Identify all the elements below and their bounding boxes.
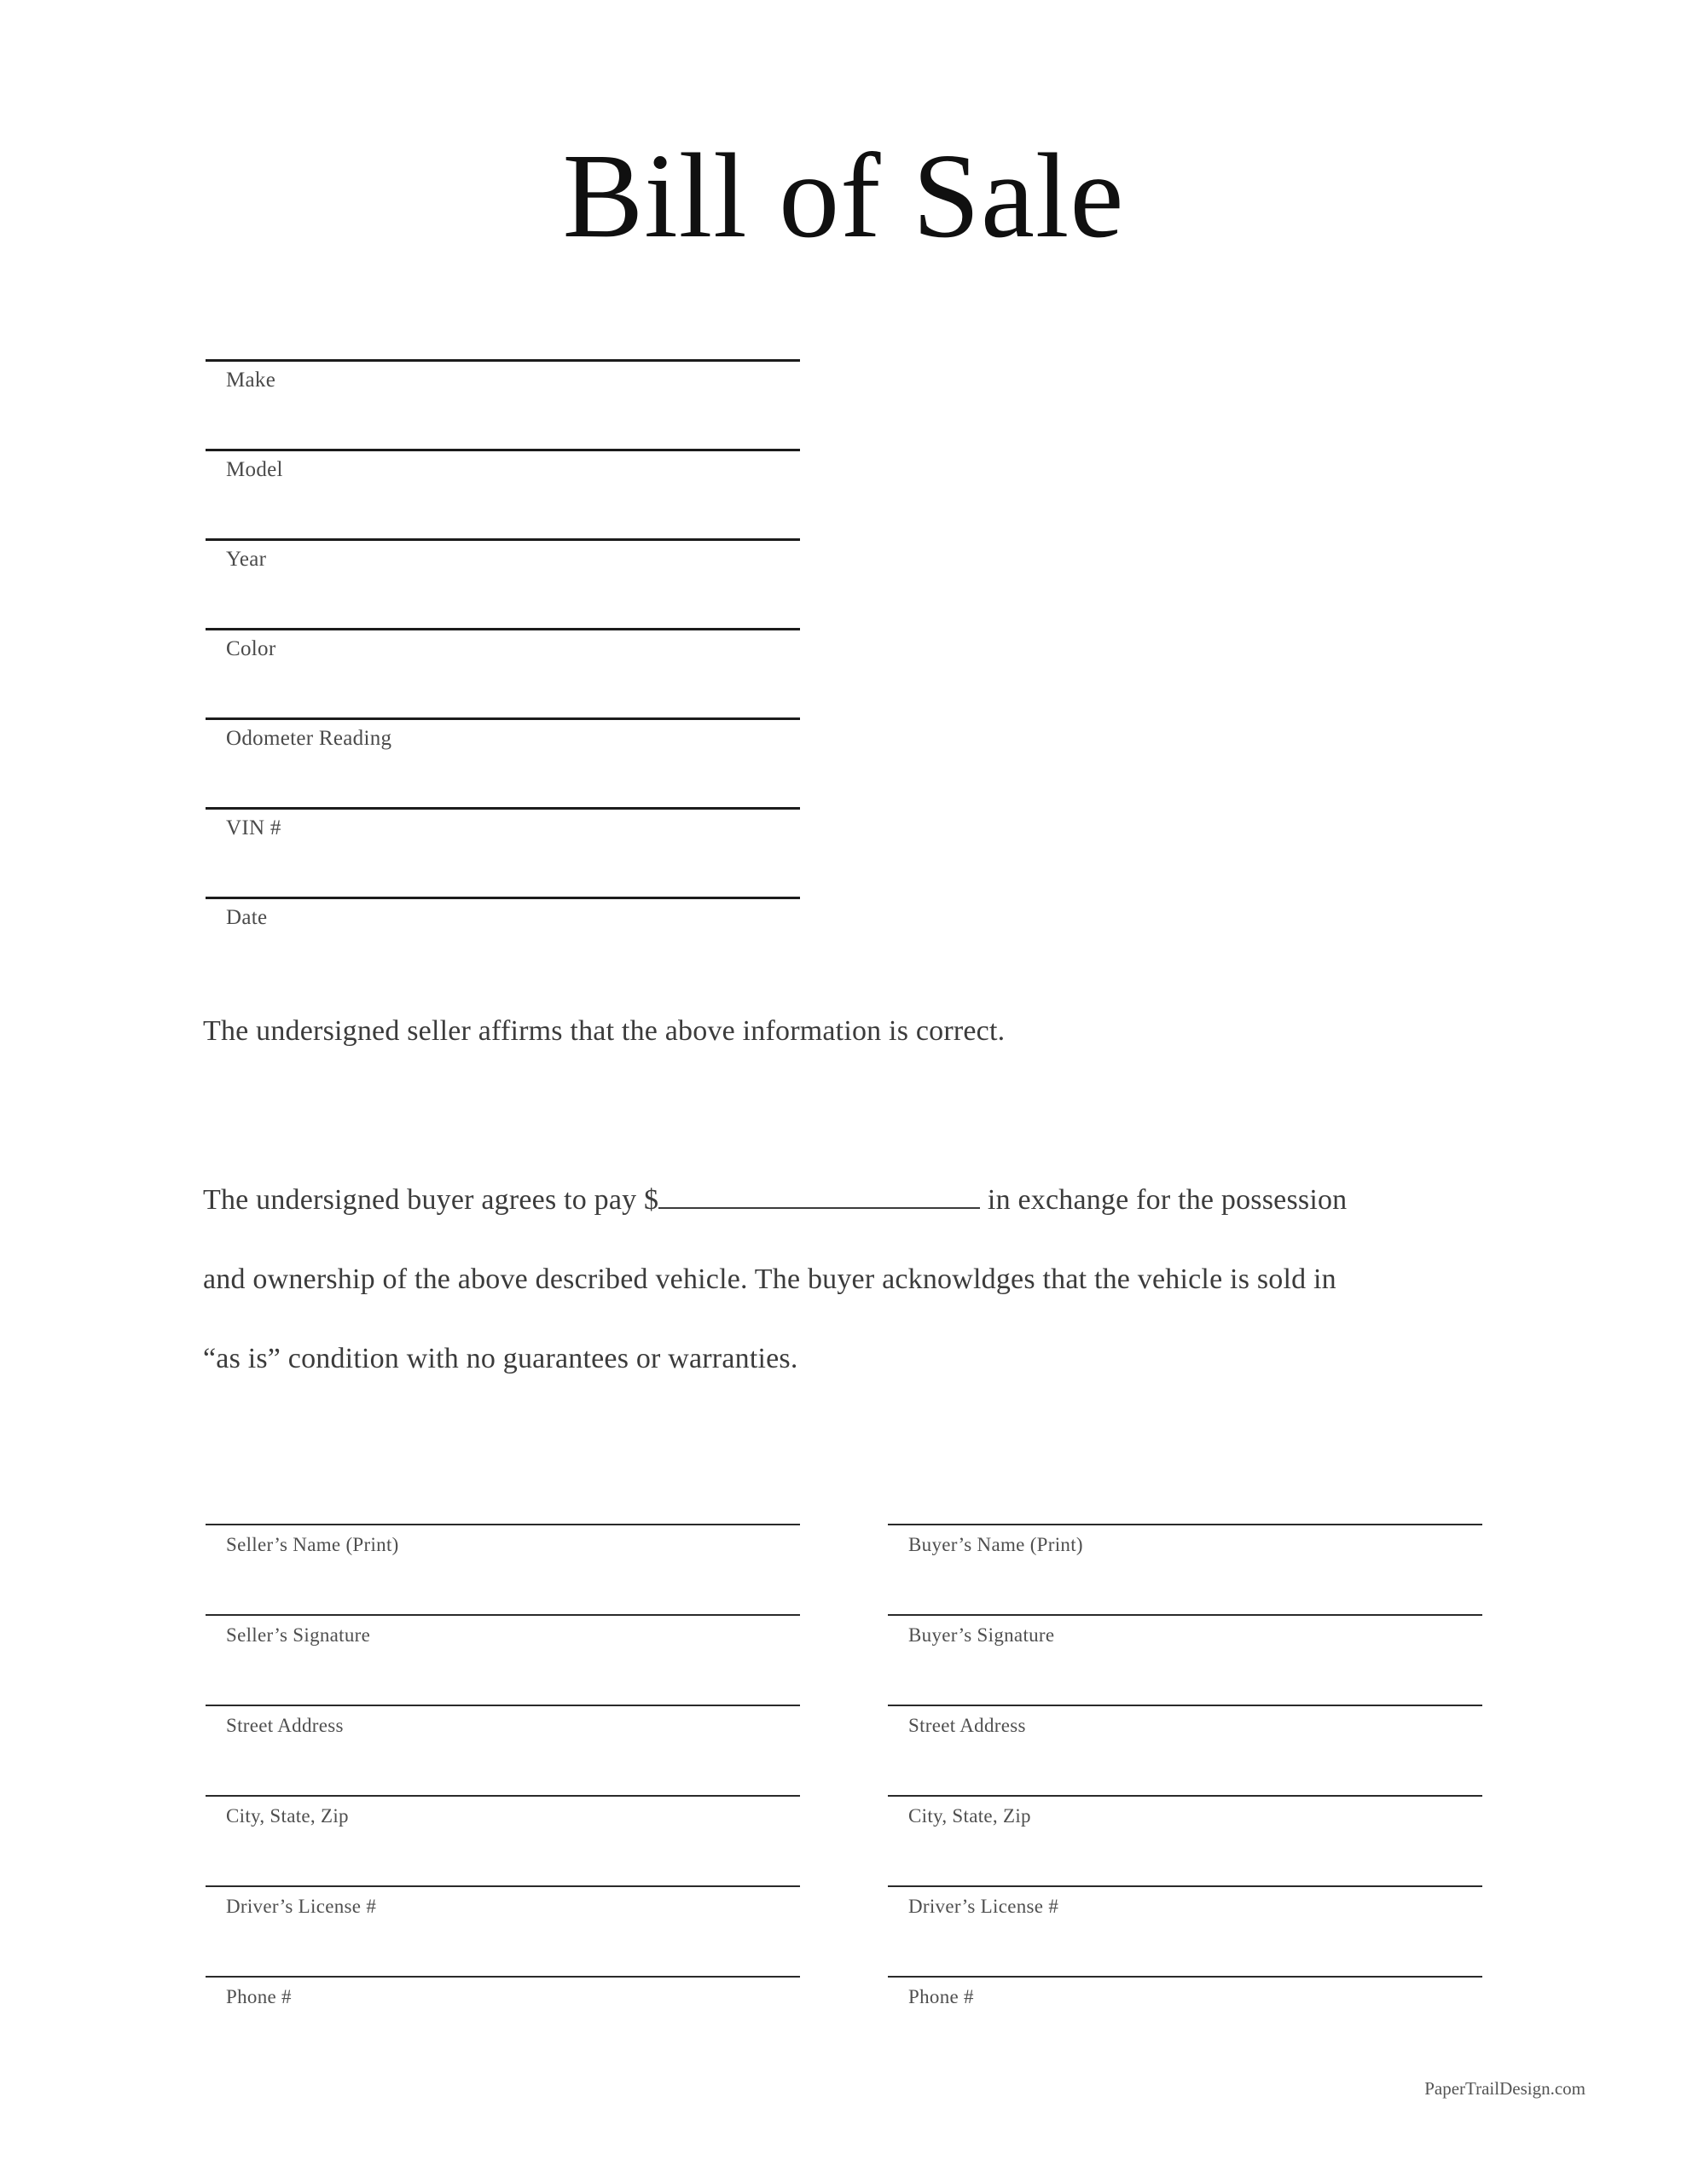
field-vin-label: VIN #: [226, 816, 281, 839]
field-odometer-reading: [206, 717, 800, 807]
buyer-agreement-line-3: “as is” condition with no guarantees or warranties.: [203, 1343, 798, 1374]
field-year-label: Year: [226, 548, 267, 571]
amount-blank-line: [658, 1180, 980, 1209]
signatures-section: [206, 1524, 1482, 2066]
field-date-label: Date: [226, 906, 268, 929]
buyer-city-state-zip-label: City, State, Zip: [908, 1805, 1031, 1827]
buyer-agreement-line-2: and ownership of the above described vehicle. The buyer acknowldges that the vehicle is sold in: [203, 1263, 1336, 1295]
buyer-signature-field: [888, 1614, 1482, 1705]
seller-city-state-zip-field: [206, 1795, 800, 1885]
field-model: [206, 449, 800, 538]
buyer-street-address-label: Street Address: [908, 1715, 1026, 1736]
buyer-name-label: Buyer’s Name (Print): [908, 1534, 1083, 1555]
buyer-street-address-field: [888, 1705, 1482, 1795]
field-model-label: Model: [226, 458, 283, 481]
seller-drivers-license-field: [206, 1885, 800, 1976]
field-make-label: Make: [226, 369, 276, 392]
field-color: [206, 628, 800, 717]
footer-credit: PaperTrailDesign.com: [1424, 2078, 1586, 2099]
buyer-phone-field: [888, 1976, 1482, 2066]
seller-name-label: Seller’s Name (Print): [226, 1534, 399, 1555]
buyer-agreement-prefix: The undersigned buyer agrees to pay $: [203, 1184, 659, 1216]
buyer-drivers-license-label: Driver’s License #: [908, 1896, 1059, 1917]
seller-drivers-license-label: Driver’s License #: [226, 1896, 377, 1917]
page-title: Bill of Sale: [562, 128, 1125, 263]
field-date: [206, 897, 800, 986]
seller-signature-label: Seller’s Signature: [226, 1624, 371, 1646]
seller-signature-column: [206, 1524, 800, 2066]
buyer-agreement-line-1: [203, 1160, 1602, 1240]
buyer-city-state-zip-field: [888, 1795, 1482, 1885]
field-color-label: Color: [226, 637, 276, 660]
seller-city-state-zip-label: City, State, Zip: [226, 1805, 349, 1827]
field-odometer-reading-label: Odometer Reading: [226, 727, 392, 750]
field-make: [206, 359, 800, 449]
buyer-agreement-statement: [203, 1160, 1602, 1398]
seller-phone-label: Phone #: [226, 1986, 292, 2007]
field-vin: [206, 807, 800, 897]
vehicle-fields-section: [206, 359, 800, 986]
seller-phone-field: [206, 1976, 800, 2066]
buyer-signature-column: [888, 1524, 1482, 2066]
buyer-agreement-suffix: in exchange for the possession: [980, 1184, 1348, 1216]
buyer-name-field: [888, 1524, 1482, 1614]
buyer-drivers-license-field: [888, 1885, 1482, 1976]
buyer-signature-label: Buyer’s Signature: [908, 1624, 1055, 1646]
field-year: [206, 538, 800, 628]
seller-name-field: [206, 1524, 800, 1614]
seller-signature-field: [206, 1614, 800, 1705]
buyer-phone-label: Phone #: [908, 1986, 974, 2007]
seller-street-address-label: Street Address: [226, 1715, 344, 1736]
seller-street-address-field: [206, 1705, 800, 1795]
seller-affirmation-statement: The undersigned seller affirms that the above information is correct.: [203, 1015, 1006, 1047]
